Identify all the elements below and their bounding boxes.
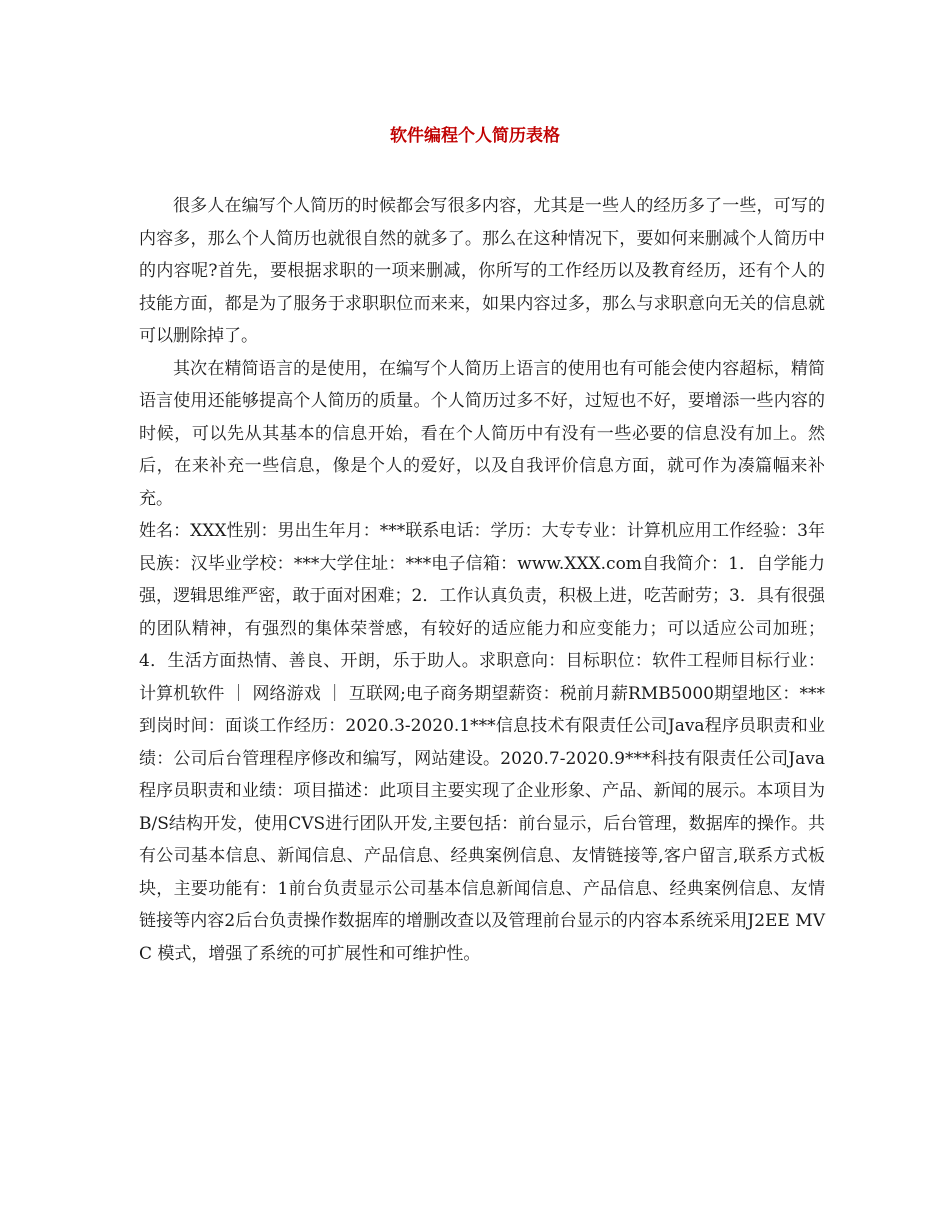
paragraph-intro: 很多人在编写个人简历的时候都会写很多内容，尤其是一些人的经历多了一些，可写的内容多，那么个人简历也就很自然的就多了。那么在这种情况下，要如何来删减个人简历中的内容呢?首先，要根据求职的一项来删减，你所写的工作经历以及教育经历，还有个人的技能方面，都是为了服务于求职职位而来来，如果内容过多，那么与求职意向无关的信息就可以删除掉了。 (139, 196, 825, 346)
document-title: 软件编程个人简历表格 (390, 126, 560, 146)
paragraph-language-tips: 其次在精简语言的是使用，在编写个人简历上语言的使用也有可能会使内容超标，精简语言使用还能够提高个人简历的质量。个人简历过多不好，过短也不好，要增添一些内容的时候，可以先从其基本的信息开始，看在个人简历中有没有一些必要的信息没有加上。然后，在来补充一些信息，像是个人的爱好，以及自我评价信息方面，就可作为凑篇幅来补充。 (139, 358, 825, 509)
paragraph-resume-details: 姓名：XXX性别：男出生年月：***联系电话：学历：大专专业：计算机应用工作经验：3年民族：汉毕业学校：***大学住址：***电子信箱：www.XXX.com自我简介：1．自学能力强，逻辑思维严密，敢于面对困难；2．工作认真负责，积极上进，吃苦耐劳；3．具有很强的团队精神，有强烈的集体荣誉感，有较好的适应能力和应变能力；可以适应公司加班；4．生活方面热情、善良、开朗，乐于助人。求职意向：目标职位：软件工程师目标行业：计算机软件 ｜ 网络游戏 ｜ 互联网;电子商务期望薪资：税前月薪RMB5000期望地区：***到岗时间：面谈工作经历：2020.3-2020.1***信息技术有限责任公司Java程序员职责和业绩：公司后台管理程序修改和编写，网站建设。2020.7-2020.9***科技有限责任公司Java程序员职责和业绩：项目描述：此项目主要实现了企业形象、产品、新闻的展示。本项目为B/S结构开发，使用CVS进行团队开发,主要包括：前台显示，后台管理，数据库的操作。共有公司基本信息、新闻信息、产品信息、经典案例信息、友情链接等,客户留言,联系方式板块，主要功能有：1前台负责显示公司基本信息新闻信息、产品信息、经典案例信息、友情链接等内容2后台负责操作数据库的增删改查以及管理前台显示的内容本系统采用J2EE MVC 模式，增强了系统的可扩展性和可维护性。 (139, 521, 825, 964)
document-body (139, 190, 825, 970)
